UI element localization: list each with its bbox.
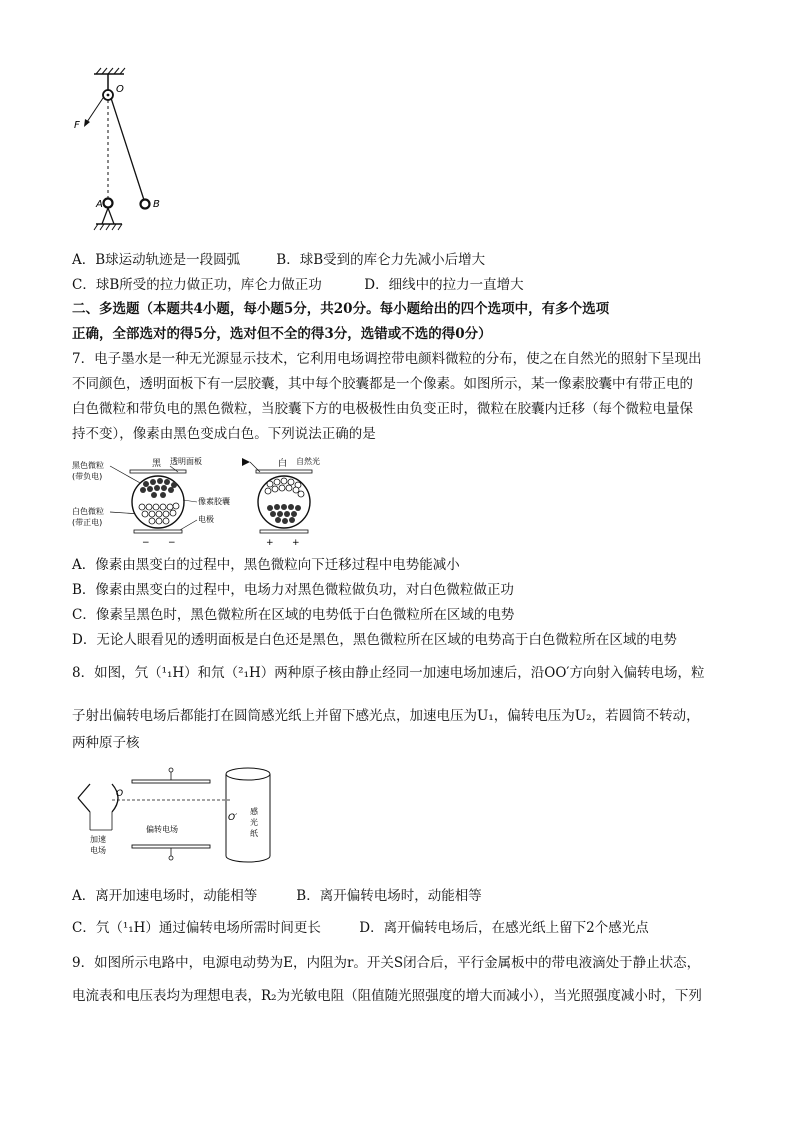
q7-option-a: A．像素由黑变白的过程中，黑色微粒向下迁移过程中电势能减小 [72, 557, 460, 573]
label-a: A [96, 199, 103, 210]
q8-options-row1 [72, 886, 482, 906]
q7-option-b: B．像素由黑变白的过程中，电场力对黑色微粒做负功，对白色微粒做正功 [72, 582, 514, 598]
natural-light-label: 自然光 [296, 457, 320, 466]
right-plus-2: + [292, 538, 300, 548]
label-f: F [74, 120, 80, 131]
q6-options-row1 [72, 250, 485, 270]
e-ink-figure [70, 452, 320, 548]
section2-title-line2: 正确，全部选对的得5分，选对但不全的得3分，选错或不选的得0分） [72, 326, 492, 342]
label-b: B [153, 199, 160, 210]
q7-stem-line4: 持不变），像素由黑色变成白色。下列说法正确的是 [72, 426, 376, 442]
black-particle-label: 黑色微粒 [72, 461, 104, 470]
o-prime-label: O′ [228, 813, 238, 823]
electrode-label: 电极 [198, 515, 214, 524]
neg-charge-label: (带负电) [72, 472, 103, 481]
label-o: O [116, 84, 124, 95]
q6-option-d: D．细线中的拉力一直增大 [364, 277, 524, 293]
q8-stem-line3: 两种原子核 [72, 735, 140, 751]
q7-stem-line1: 7．电子墨水是一种无光源显示技术，它利用电场调控带电颜料微粒的分布，使之在自然光的照射下呈现出 [72, 351, 702, 367]
panel-label: 透明面板 [170, 457, 202, 466]
q7-stem-line2: 不同颜色，透明面板下有一层胶囊，其中每个胶囊都是一个像素。如图所示，某一像素胶囊中有带正电的 [72, 376, 693, 392]
section2-title-line1: 二、多选题（本题共4小题，每小题5分，共20分。每小题给出的四个选项中，有多个选项 [72, 301, 610, 317]
right-plus-1: + [266, 538, 274, 548]
q8-option-c: C．氕（¹₁H）通过偏转电场所需时间更长 [72, 920, 321, 936]
q8-option-a: A．离开加速电场时，动能相等 [72, 888, 258, 904]
paper-label-2: 光 [250, 818, 258, 827]
right-white-label: 白 [278, 459, 288, 469]
q8-option-b: B．离开偏转电场时，动能相等 [296, 888, 482, 904]
o-label: O [116, 789, 124, 799]
capsule-label: 像素胶囊 [198, 497, 230, 506]
deflect-label: 偏转电场 [146, 825, 178, 834]
q6-option-b: B．球B受到的库仑力先减小后增大 [276, 252, 486, 268]
pendulum-figure [70, 66, 170, 242]
pos-charge-label: (带正电) [72, 518, 103, 527]
q6-option-c: C．球B所受的拉力做正功，库仑力做正功 [72, 277, 322, 293]
left-black-label: 黑 [152, 459, 162, 469]
q9-stem-line1: 9．如图所示电路中，电源电动势为E，内阻为r。开关S闭合后，平行金属板中的带电液滴处于静止状态， [72, 955, 701, 971]
paper-label-3: 纸 [250, 829, 258, 838]
paper-label-1: 感 [250, 807, 258, 816]
accel-label-1: 加速 [90, 835, 106, 844]
eye-icon [242, 458, 250, 466]
accel-label-2: 电场 [90, 846, 106, 855]
q7-stem-line3: 白色微粒和带负电的黑色微粒，当胶囊下方的电极极性由负变正时，微粒在胶囊内迁移（每个微粒电量保 [72, 401, 693, 417]
left-minus-1: − [142, 538, 150, 548]
q8-stem-line2: 子射出偏转电场后都能打在圆筒感光纸上并留下感光点，加速电压为U₁，偏转电压为U₂，若圆筒不转动， [72, 708, 700, 724]
q7-option-c: C．像素呈黑色时，黑色微粒所在区域的电势低于白色微粒所在区域的电势 [72, 607, 515, 623]
q6-options-row2 [72, 275, 524, 295]
q6-option-a: A．B球运动轨迹是一段圆弧 [72, 252, 241, 268]
q9-stem-line2: 电流表和电压表均为理想电表，R₂为光敏电阻（阻值随光照强度的增大而减小），当光照强度减小时，下列 [72, 988, 702, 1004]
q8-stem-line1: 8．如图，氕（¹₁H）和氘（²₁H）两种原子核由静止经同一加速电场加速后，沿OO′方向射入偏转电场，粒 [72, 665, 705, 681]
deflection-figure [70, 760, 285, 872]
q7-option-d: D．无论人眼看见的透明面板是白色还是黑色，黑色微粒所在区域的电势高于白色微粒所在区域的电势 [72, 632, 677, 648]
left-minus-2: − [168, 538, 176, 548]
white-particle-label: 白色微粒 [72, 507, 104, 516]
q8-options-row2 [72, 918, 649, 938]
q8-option-d: D．离开偏转电场后，在感光纸上留下2个感光点 [359, 920, 649, 936]
